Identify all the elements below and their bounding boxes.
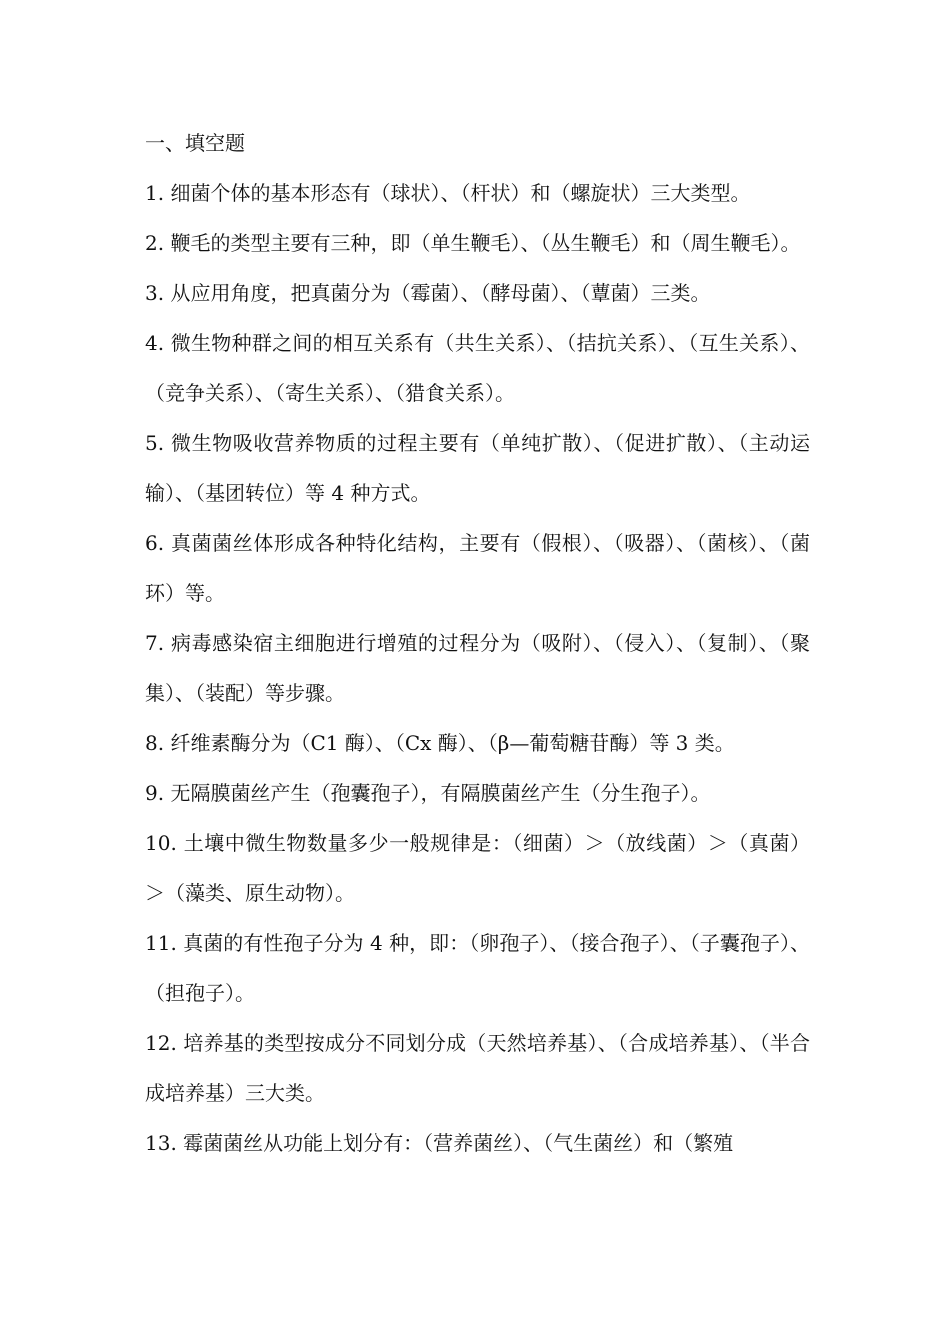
question-2: 2. 鞭毛的类型主要有三种，即（单生鞭毛）、（丛生鞭毛）和（周生鞭毛）。 [145,231,801,255]
section-heading: 一、填空题 [145,131,245,155]
question-8: 8. 纤维素酶分为（C1 酶）、（Cx 酶）、（β—葡萄糖苷酶）等 3 类。 [145,731,735,755]
question-13: 13. 霉菌菌丝从功能上划分有：（营养菌丝）、（气生菌丝）和（繁殖 [145,1131,734,1155]
question-9: 9. 无隔膜菌丝产生（孢囊孢子），有隔膜菌丝产生（分生孢子）。 [145,781,711,805]
question-5: 5. 微生物吸收营养物质的过程主要有（单纯扩散）、（促进扩散）、（主动运输）、（基团转位）等 4 种方式。 [145,431,810,505]
question-1: 1. 细菌个体的基本形态有（球状）、（杆状）和（螺旋状）三大类型。 [145,181,751,205]
question-6: 6. 真菌菌丝体形成各种特化结构，主要有（假根）、（吸器）、（菌核）、（菌环）等。 [145,531,810,605]
question-4: 4. 微生物种群之间的相互关系有（共生关系）、（拮抗关系）、（互生关系）、（竞争关系）、（寄生关系）、（猎食关系）。 [145,331,810,405]
question-10: 10. 土壤中微生物数量多少一般规律是：（细菌）＞（放线菌）＞（真菌）＞（藻类、原生动物）。 [145,831,810,905]
question-3: 3. 从应用角度，把真菌分为（霉菌）、（酵母菌）、（蕈菌）三类。 [145,281,711,305]
question-12: 12. 培养基的类型按成分不同划分成（天然培养基）、（合成培养基）、（半合成培养基）三大类。 [145,1031,810,1105]
question-11: 11. 真菌的有性孢子分为 4 种，即：（卵孢子）、（接合孢子）、（子囊孢子）、（担孢子）。 [145,931,810,1005]
question-7: 7. 病毒感染宿主细胞进行增殖的过程分为（吸附）、（侵入）、（复制）、（聚集）、（装配）等步骤。 [145,631,810,705]
document-body [145,118,810,1168]
